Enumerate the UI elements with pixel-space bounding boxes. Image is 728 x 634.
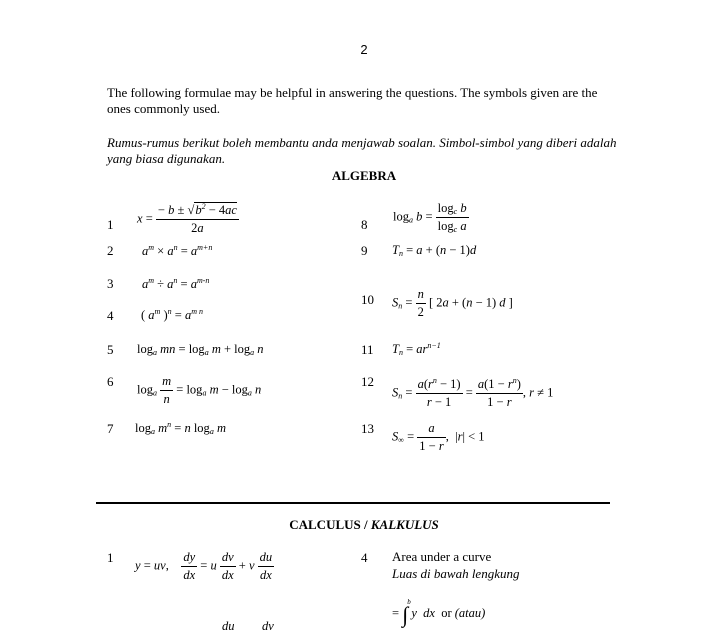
- page-number: 2: [360, 42, 368, 57]
- calculus-heading-en: CALCULUS /: [289, 517, 371, 532]
- or-en: or: [441, 606, 452, 620]
- formula-number: 6: [107, 374, 114, 389]
- formula-ap-sum: $S_n$ = $\frac{n}{2}$ [ 2a + (n − 1) d ]: [392, 287, 513, 319]
- formula-partial-du: du: [222, 619, 235, 633]
- formula-gp-sum-infinity: $S_\infty$ = $\frac{a}{1 - r}$ , |r| < 1: [392, 421, 485, 453]
- formula-number: 1: [107, 550, 114, 565]
- formula-exponent-product: $a^m \times a^n = a^{m+n}$: [142, 243, 213, 258]
- formula-quadratic: x = $\frac{- b \pm √b^2 - 4ac}{2a}$: [137, 202, 237, 235]
- formula-log-product: $\log_a$ mn = $\log_a m + \log_a n$: [137, 342, 264, 357]
- intro-malay: Rumus-rumus berikut boleh membantu anda menjawab soalan. Simbol-simbol yang diberi adalah yang biasa digunakan.: [107, 135, 617, 166]
- formula-gp-term: $T_n = ar^{n-1}$: [392, 341, 441, 357]
- calculus-heading: [0, 517, 728, 533]
- area-under-curve-ms: Luas di bawah lengkung: [392, 566, 520, 581]
- formula-number: 9: [361, 243, 368, 258]
- formula-number: 5: [107, 342, 114, 357]
- formula-number: 7: [107, 421, 114, 436]
- formula-number: 4: [107, 308, 114, 323]
- integral-icon: ∫: [402, 602, 409, 627]
- section-divider: [96, 502, 610, 504]
- formula-number: 13: [361, 421, 374, 436]
- formula-number: 3: [107, 276, 114, 291]
- formula-log-power: $\log_a m^n = n$ $\log_a m$: [135, 420, 226, 436]
- or-ms: (atau): [454, 606, 486, 620]
- area-under-curve-en: Area under a curve: [392, 549, 492, 564]
- formula-number: 11: [361, 342, 374, 357]
- formula-change-of-base: $\log_a b$ = $\frac{\log_c b}{\log_c a}$: [393, 201, 467, 234]
- formula-exponent-power: ( $a^m$ )$^n = a^{m n}$: [141, 307, 203, 322]
- formula-number: 1: [107, 217, 114, 232]
- formula-integral-area: = b ∫ y dx or (atau): [392, 598, 486, 627]
- formula-number: 8: [361, 217, 368, 232]
- formula-number: 10: [361, 292, 374, 307]
- formula-ap-term: $T_n = a + (n - 1)d$: [392, 243, 477, 258]
- formula-gp-sum: $S_n$ = $\frac{a(r^n - 1)}{r - 1}$ = $\frac{a(1 - r^n)}{1 - r}$ , r ≠ 1: [392, 376, 554, 409]
- formula-number: 12: [361, 374, 374, 389]
- algebra-heading: ALGEBRA: [331, 168, 397, 183]
- formula-number: 4: [361, 550, 368, 565]
- formula-partial-dv: dv: [262, 619, 274, 633]
- formula-exponent-quotient: $a^m \div a^n = a^{m-n}$: [142, 276, 210, 291]
- formula-product-rule: y = uv, $\frac{dy}{dx}$ = u $\frac{dv}{dx}$ + v $\frac{du}{dx}$: [135, 550, 273, 582]
- formula-number: 2: [107, 243, 114, 258]
- calculus-heading-ms: KALKULUS: [370, 517, 439, 532]
- formula-log-quotient: $\log_a$ $\frac{m}{n}$ = $\log_a m - \log_a n$: [137, 374, 262, 406]
- intro-english: The following formulae may be helpful in answering the questions. The symbols given are the ones commonly used.: [107, 85, 598, 116]
